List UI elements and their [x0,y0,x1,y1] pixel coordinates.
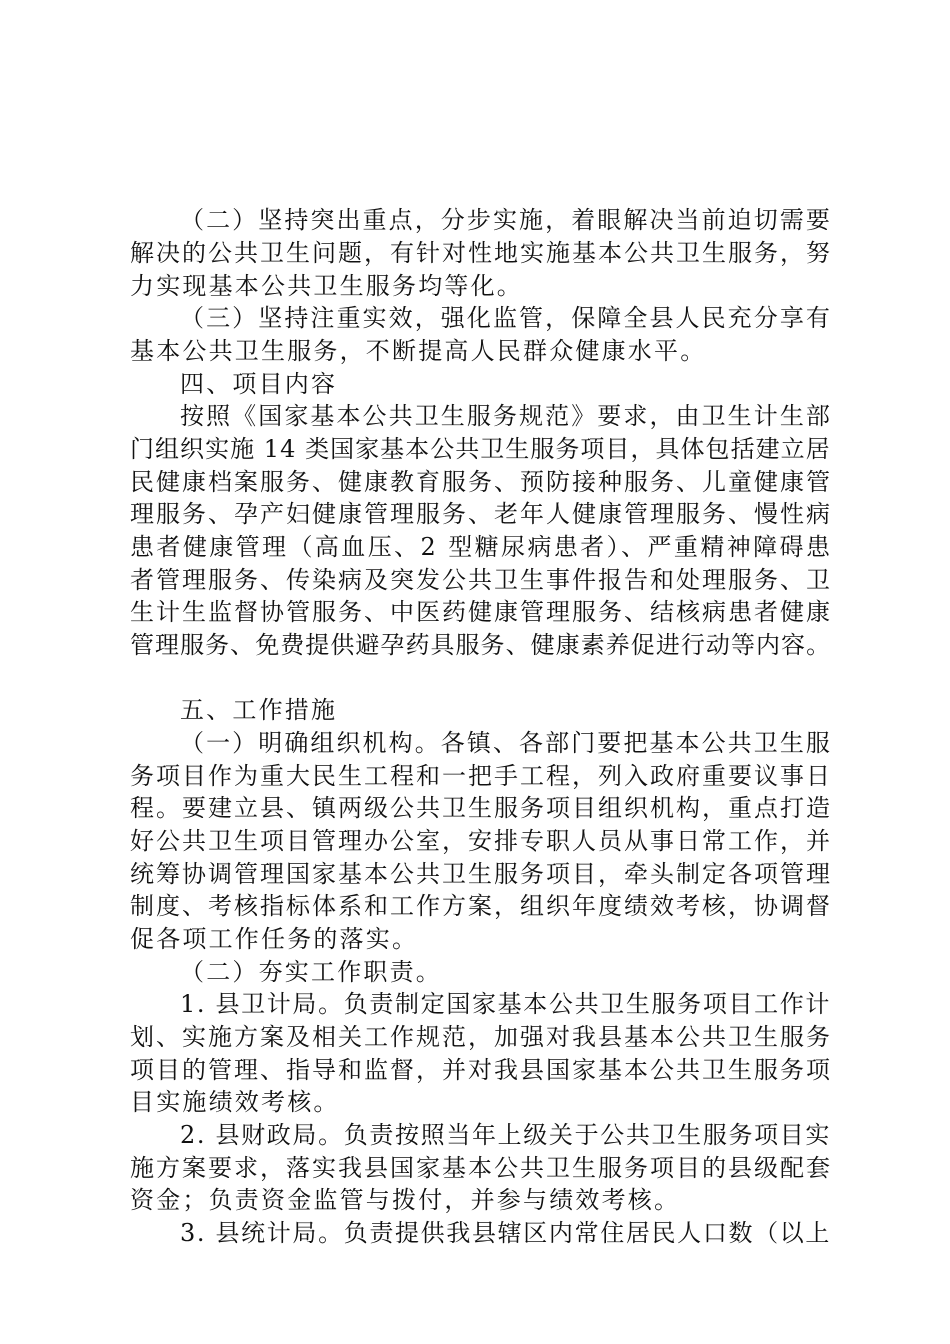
section-heading: 四、项目内容 [180,370,338,398]
text-line: 基本公共卫生服务，不断提高人民群众健康水平。 [130,337,707,365]
text-line: 管理服务、免费提供避孕药具服务、健康素养促进行动等内容。 [130,631,832,659]
text-line: 理服务、孕产妇健康管理服务、老年人健康管理服务、慢性病 [130,500,832,528]
text-line: 制度、考核指标体系和工作方案，组织年度绩效考核，协调督 [130,892,832,920]
text-line: （二）坚持突出重点，分步实施，着眼解决当前迫切需要 [180,206,832,234]
text-line: （二）夯实工作职责。 [180,958,442,986]
text-line: 促各项工作任务的落实。 [130,925,419,953]
text-line: 1. 县卫计局。负责制定国家基本公共卫生服务项目工作计 [180,990,832,1018]
text-line: 按照《国家基本公共卫生服务规范》要求，由卫生计生部 [180,402,832,430]
text-line: 程。要建立县、镇两级公共卫生服务项目组织机构，重点打造 [130,794,832,822]
text-line: 力实现基本公共卫生服务均等化。 [130,272,523,300]
text-line: 目实施绩效考核。 [130,1088,340,1116]
text-line: 划、实施方案及相关工作规范，加强对我县基本公共卫生服务 [130,1023,832,1051]
text-line: 生计生监督协管服务、中医药健康管理服务、结核病患者健康 [130,598,832,626]
text-line: 施方案要求，落实我县国家基本公共卫生服务项目的县级配套 [130,1154,832,1182]
text-line: 2. 县财政局。负责按照当年上级关于公共卫生服务项目实 [180,1121,832,1149]
text-line: 解决的公共卫生问题，有针对性地实施基本公共卫生服务，努 [130,239,832,267]
text-line: （一）明确组织机构。各镇、各部门要把基本公共卫生服 [180,729,832,757]
text-line: 统筹协调管理国家基本公共卫生服务项目，牵头制定各项管理 [130,860,832,888]
text-line: 患者健康管理（高血压、2 型糖尿病患者）、严重精神障碍患 [130,533,833,561]
text-line: 民健康档案服务、健康教育服务、预防接种服务、儿童健康管 [130,468,832,496]
text-line: 3. 县统计局。负责提供我县辖区内常住居民人口数（以上 [180,1219,832,1247]
text-line: 者管理服务、传染病及突发公共卫生事件报告和处理服务、卫 [130,566,832,594]
text-line: 务项目作为重大民生工程和一把手工程，列入政府重要议事日 [130,762,832,790]
text-line: 好公共卫生项目管理办公室，安排专职人员从事日常工作，并 [130,827,832,855]
section-heading: 五、工作措施 [180,696,338,724]
text-line: 项目的管理、指导和监督，并对我县国家基本公共卫生服务项 [130,1056,832,1084]
text-line: （三）坚持注重实效，强化监管，保障全县人民充分享有 [180,304,832,332]
text-line: 资金；负责资金监管与拨付，并参与绩效考核。 [130,1186,681,1214]
text-line: 门组织实施 14 类国家基本公共卫生服务项目，具体包括建立居 [130,435,831,463]
